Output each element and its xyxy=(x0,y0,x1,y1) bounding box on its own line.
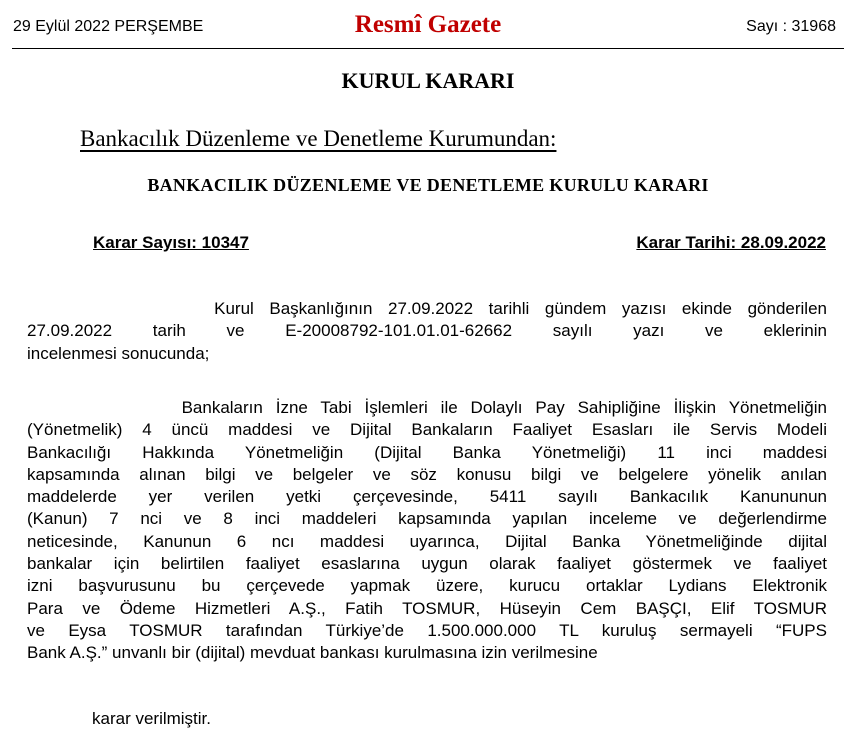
paragraph-line: (Yönetmelik) 4 üncü maddesi ve Dijital Bankaların Faaliyet Esasları ile Servis Modeli xyxy=(27,420,827,440)
publication-date: 29 Eylül 2022 PERŞEMBE xyxy=(13,18,204,35)
paragraph-line: 27.09.2022 tarih ve E-20008792-101.01.01-62662 sayılı yazı ve eklerinin xyxy=(27,321,827,341)
paragraph-line: ve Eysa TOSMUR tarafından Türkiye’de 1.500.000.000 TL kuruluş sermayeli “FUPS xyxy=(27,620,827,640)
gazette-header xyxy=(0,0,856,50)
body-paragraph-2 xyxy=(27,397,827,665)
paragraph-line: (Kanun) 7 nci ve 8 inci maddeleri kapsamında yapılan inceleme ve değerlendirme xyxy=(27,509,827,529)
gazette-title: Resmî Gazete xyxy=(354,11,502,38)
institution-name: Bankacılık Düzenleme ve Denetleme Kurumundan: xyxy=(80,126,557,151)
paragraph-line: Bankacılığı Hakkında Yönetmeliğin (Dijital Banka Yönetmeliği) 11 inci maddesi xyxy=(27,442,827,462)
paragraph-line: Bank A.Ş.” unvanlı bir (dijital) mevduat bankası kurulmasına izin verilmesine xyxy=(27,643,598,663)
paragraph-line: bankalar için belirtilen faaliyet esaslarına uygun olarak faaliyet göstermek ve faaliyet xyxy=(27,554,827,574)
paragraph-line: Kurul Başkanlığının 27.09.2022 tarihli gündem yazısı ekinde gönderilen xyxy=(27,299,827,318)
decision-date: Karar Tarihi: 28.09.2022 xyxy=(636,233,826,252)
paragraph-line: izni başvurusunu bu çerçevede yapmak üzere, kurucu ortaklar Lydians Elektronik xyxy=(27,576,827,596)
paragraph-line: Para ve Ödeme Hizmetleri A.Ş., Fatih TOSMUR, Hüseyin Cem BAŞÇI, Elif TOSMUR xyxy=(27,598,827,618)
header-divider xyxy=(12,48,844,49)
board-decision-heading: BANKACILIK DÜZENLEME VE DENETLEME KURULU KARARI xyxy=(147,175,709,195)
paragraph-line: kapsamında alınan bilgi ve belgeler ve söz konusu bilgi ve belgelere yönelik anılan xyxy=(27,464,827,484)
decision-number: Karar Sayısı: 10347 xyxy=(93,233,249,252)
paragraph-line: Bankaların İzne Tabi İşlemleri ile Dolaylı Pay Sahipliğine İlişkin Yönetmeliğin xyxy=(27,398,827,417)
paragraph-line: incelenmesi sonucunda; xyxy=(27,343,210,363)
body-paragraph-1 xyxy=(27,298,827,365)
paragraph-line: neticesinde, Kanunun 6 ncı maddesi uyarınca, Dijital Banka Yönetmeliğinde dijital xyxy=(27,531,827,551)
paragraph-line: maddelerde yer verilen yetki çerçevesinde, 5411 sayılı Bankacılık Kanununun xyxy=(27,487,827,507)
issue-number: Sayı : 31968 xyxy=(746,18,836,35)
decision-type-heading: KURUL KARARI xyxy=(341,68,515,93)
closing-statement: karar verilmiştir. xyxy=(92,709,212,728)
